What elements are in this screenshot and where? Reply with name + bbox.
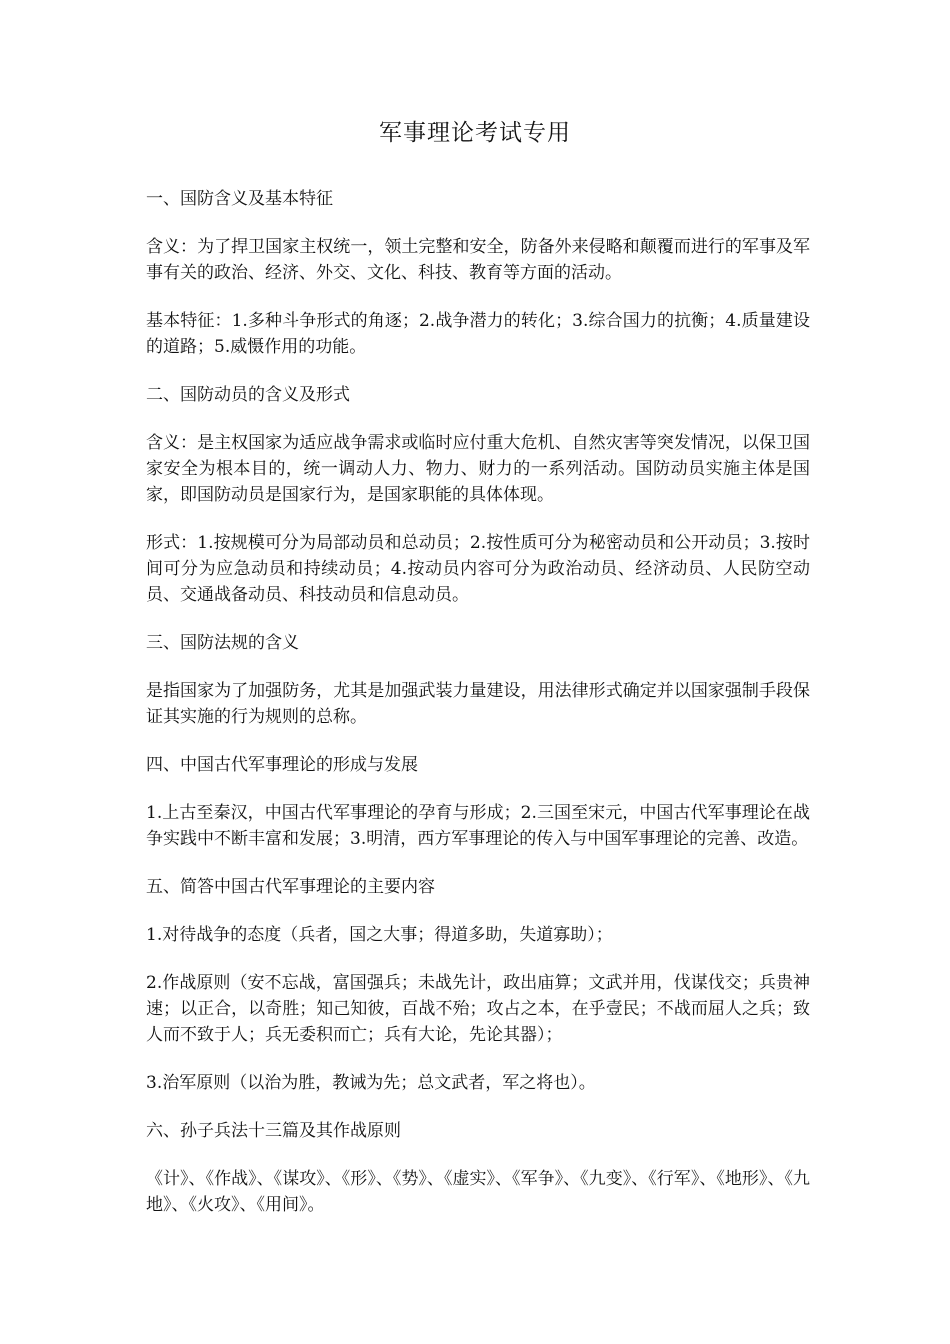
section-heading-2: 二、国防动员的含义及形式 [146,385,350,405]
section-4-paragraph-1: 1.上古至秦汉，中国古代军事理论的孕育与形成；2.三国至宋元，中国古代军事理论在战争实践中不断丰富和发展；3.明清，西方军事理论的传入与中国军事理论的完善、改造。 [146,803,810,849]
section-heading-6: 六、孙子兵法十三篇及其作战原则 [146,1121,401,1141]
section-heading-4: 四、中国古代军事理论的形成与发展 [146,755,418,775]
section-5-paragraph-3: 3.治军原则（以治为胜，教诫为先；总文武者，军之将也）。 [146,1073,596,1093]
section-1-paragraph-2: 基本特征：1.多种斗争形式的角逐；2.战争潜力的转化；3.综合国力的抗衡；4.质量建设的道路；5.威慑作用的功能。 [146,311,810,357]
section-heading-1: 一、国防含义及基本特征 [146,189,333,209]
document-title: 军事理论考试专用 [379,120,571,146]
section-5-paragraph-2: 2.作战原则（安不忘战，富国强兵；未战先计，政出庙算；文武并用，伐谋伐交；兵贵神速；以正合，以奇胜；知己知彼，百战不殆；攻占之本，在乎壹民；不战而屈人之兵；致人而不致于人；兵无委积而亡；兵有大论，先论其器）； [146,973,810,1045]
section-6-paragraph-1: 《计》、《作战》、《谋攻》、《形》、《势》、《虚实》、《军争》、《九变》、《行军》、《地形》、《九地》、《火攻》、《用间》。 [146,1169,810,1215]
section-heading-5: 五、简答中国古代军事理论的主要内容 [146,877,435,897]
section-2-paragraph-2: 形式：1.按规模可分为局部动员和总动员；2.按性质可分为秘密动员和公开动员；3.按时间可分为应急动员和持续动员；4.按动员内容可分为政治动员、经济动员、人民防空动员、交通战备动员、科技动员和信息动员。 [146,533,810,605]
section-heading-3: 三、国防法规的含义 [146,633,299,653]
section-5-paragraph-1: 1.对待战争的态度（兵者，国之大事；得道多助，失道寡助）； [146,925,613,945]
document-body [146,186,810,1240]
section-3-paragraph-1: 是指国家为了加强防务，尤其是加强武装力量建设，用法律形式确定并以国家强制手段保证其实施的行为规则的总称。 [146,681,810,727]
section-1-paragraph-1: 含义：为了捍卫国家主权统一，领土完整和安全，防备外来侵略和颠覆而进行的军事及军事有关的政治、经济、外交、文化、科技、教育等方面的活动。 [146,237,810,283]
section-2-paragraph-1: 含义：是主权国家为适应战争需求或临时应付重大危机、自然灾害等突发情况，以保卫国家安全为根本目的，统一调动人力、物力、财力的一系列活动。国防动员实施主体是国家，即国防动员是国家行为，是国家职能的具体体现。 [146,433,810,505]
